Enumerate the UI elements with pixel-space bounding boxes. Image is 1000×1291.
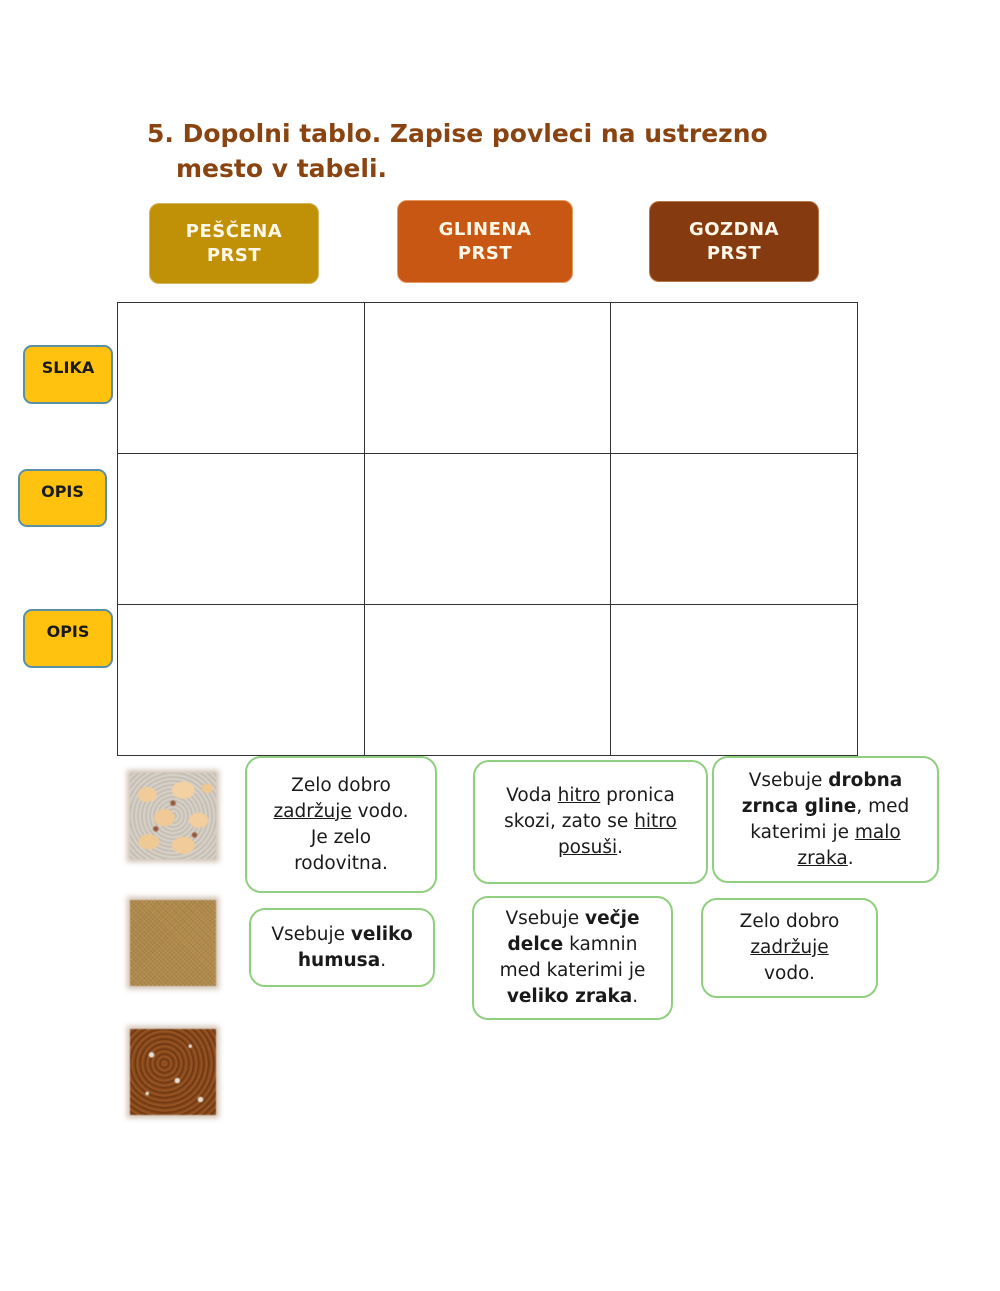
card-text-bold: humusa [297, 949, 381, 971]
card-text-underlined: zraka [797, 847, 848, 869]
column-header-forest-line2: PRST [706, 242, 762, 264]
card-text: skozi, zato se [504, 811, 635, 832]
sandy-soil-image[interactable] [130, 773, 216, 859]
draggable-card-water-drains-fast[interactable] [473, 760, 708, 884]
draggable-card-larger-rock-particles[interactable] [472, 896, 673, 1020]
card-text: rodovitna. [294, 852, 388, 874]
row-label-slika: SLIKA [23, 345, 113, 404]
clay-soil-image[interactable] [130, 900, 216, 986]
task-title-line1: 5. Dopolni tablo. Zapise povleci na ustrezno [147, 119, 768, 148]
task-title-line2: mesto v tabeli. [176, 154, 388, 183]
row-label-opis-2: OPIS [23, 609, 113, 668]
table-row [118, 454, 858, 605]
draggable-card-much-humus[interactable] [249, 908, 435, 987]
column-header-clay-line2: PRST [457, 242, 513, 264]
card-text: katerimi je [750, 821, 855, 843]
column-header-sandy-line2: PRST [206, 244, 262, 266]
row-label-opis-1: OPIS [18, 469, 107, 527]
card-text: pronica [600, 785, 675, 806]
card-text-underlined: zadržuje [750, 937, 829, 958]
card-text: Vsebuje [505, 908, 586, 929]
drop-zone-slika-clay[interactable] [364, 303, 611, 454]
card-text: kamnin [563, 934, 638, 955]
card-text-bold: veliko [350, 923, 413, 945]
task-title [147, 116, 867, 186]
card-text: Je zelo [310, 826, 372, 848]
draggable-card-retains-water[interactable] [701, 898, 878, 998]
card-text: med katerimi je [499, 960, 646, 981]
forest-soil-image[interactable] [130, 1029, 216, 1115]
column-header-clay [397, 200, 573, 283]
card-text-underlined: hitro [634, 811, 677, 832]
card-text: Vsebuje [748, 769, 829, 791]
card-text: Zelo dobro [739, 911, 840, 932]
drop-zone-slika-sandy[interactable] [118, 303, 365, 454]
column-header-forest [649, 201, 819, 282]
drop-zone-opis2-clay[interactable] [364, 605, 611, 756]
card-text: . [632, 986, 639, 1007]
draggable-card-fine-clay-grains[interactable] [712, 756, 939, 883]
card-text-bold: večje [585, 908, 640, 929]
card-text: Zelo dobro [291, 774, 391, 796]
table-row [118, 303, 858, 454]
column-header-clay-line1: GLINENA [438, 218, 532, 240]
card-text: Voda [506, 785, 558, 806]
card-text-bold: drobna [828, 769, 903, 791]
column-header-forest-line1: GOZDNA [688, 218, 780, 240]
card-text: vodo. [351, 800, 409, 822]
column-header-sandy-line1: PEŠČENA [185, 220, 283, 242]
card-text: vodo. [764, 963, 815, 984]
drop-zone-opis1-clay[interactable] [364, 454, 611, 605]
card-text-underlined: hitro [557, 785, 601, 806]
drop-table [117, 302, 858, 756]
draggable-card-retains-water-fertile[interactable] [245, 756, 437, 893]
card-text-bold: veliko zraka [506, 986, 633, 1007]
drop-zone-opis2-forest[interactable] [611, 605, 858, 756]
drop-zone-opis1-forest[interactable] [611, 454, 858, 605]
card-text-bold: zrnca gline [741, 795, 857, 817]
card-text-bold: delce [507, 934, 564, 955]
column-header-sandy [149, 203, 319, 284]
card-text: , med [856, 795, 910, 817]
table-row [118, 605, 858, 756]
card-text-underlined: posuši [557, 837, 618, 858]
card-text: . [847, 847, 854, 869]
card-text: . [617, 837, 624, 858]
drop-zone-slika-forest[interactable] [611, 303, 858, 454]
drop-zone-opis1-sandy[interactable] [118, 454, 365, 605]
card-text: . [380, 949, 387, 971]
card-text-underlined: malo [854, 821, 901, 843]
card-text-underlined: zadržuje [273, 800, 352, 822]
card-text: Vsebuje [271, 923, 351, 945]
drop-zone-opis2-sandy[interactable] [118, 605, 365, 756]
